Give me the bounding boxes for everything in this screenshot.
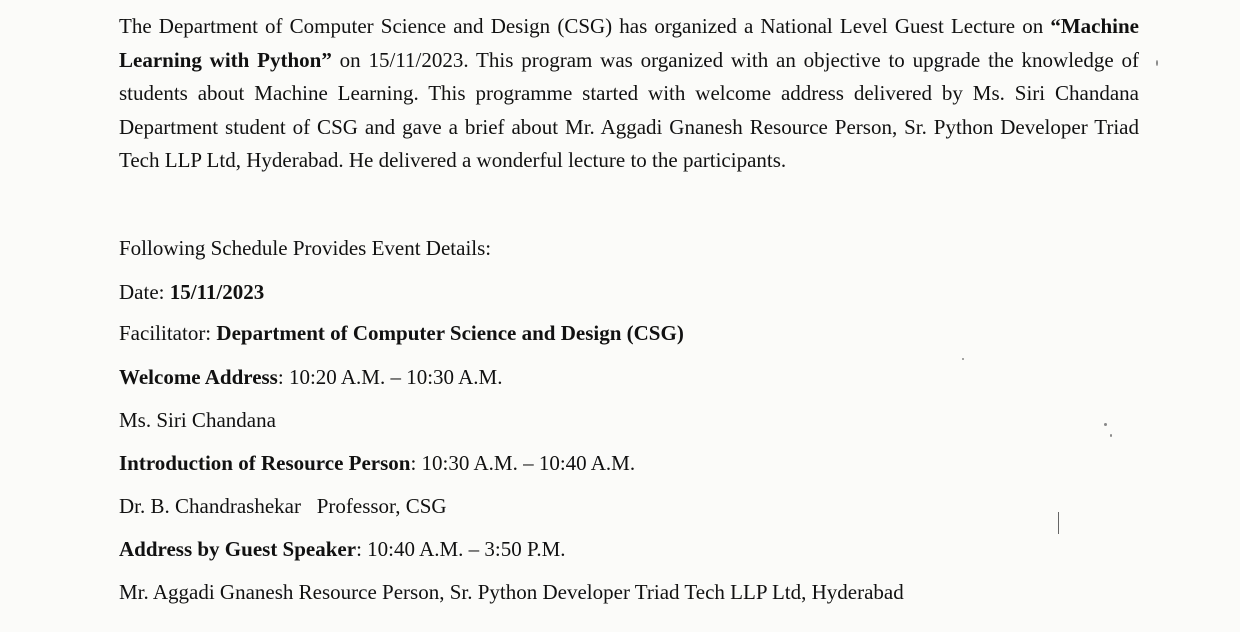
date-line [119,278,264,306]
date-value: 15/11/2023 [169,280,265,304]
scan-speck [1104,423,1107,426]
intro-text-part2: on 15/11/2023. This program was organized with an objective to upgrade the knowledge of students about Machine Learning. This programme started with welcome address delivered by Ms. Siri Chandana Department student of CSG and gave a brief about Mr. Aggadi Gnanesh Resource Person, Sr. Python Developer Triad Tech LLP Ltd, Hyderabad. He delivered a wonderful lecture to the participants. [119,47,1140,172]
intro-resource-label: Introduction of Resource Person [119,451,411,475]
facilitator-value: Department of Computer Science and Design (CSG) [216,321,684,345]
scan-speck [1156,60,1158,66]
guest-speaker-time: : 10:40 A.M. – 3:50 P.M. [356,537,566,561]
lecture-title: “Machine Learning with Python” [119,14,1139,72]
scan-speck [962,358,964,360]
date-label: Date: [119,280,170,304]
intro-resource-line [119,449,635,477]
guest-speaker-person: Mr. Aggadi Gnanesh Resource Person, Sr. Python Developer Triad Tech LLP Ltd, Hyderabad [119,580,904,604]
welcome-time: : 10:20 A.M. – 10:30 A.M. [277,365,503,389]
intro-text-part1: The Department of Computer Science and Design (CSG) has organized a National Level Guest Lecture on [119,14,1051,38]
scan-mark [1058,512,1059,534]
welcome-label: Welcome Address [119,365,278,389]
intro-resource-person: Dr. B. Chandrashekar Professor, CSG [119,494,447,518]
facilitator-label: Facilitator: [119,321,217,345]
schedule-heading: Following Schedule Provides Event Details: [119,236,492,260]
guest-speaker-line [119,535,566,563]
intro-paragraph [119,10,1139,178]
scan-speck [1110,434,1112,437]
facilitator-line [119,319,684,347]
guest-speaker-label: Address by Guest Speaker [119,537,357,561]
welcome-line [119,363,502,391]
welcome-person: Ms. Siri Chandana [119,408,276,432]
intro-resource-time: : 10:30 A.M. – 10:40 A.M. [410,451,636,475]
